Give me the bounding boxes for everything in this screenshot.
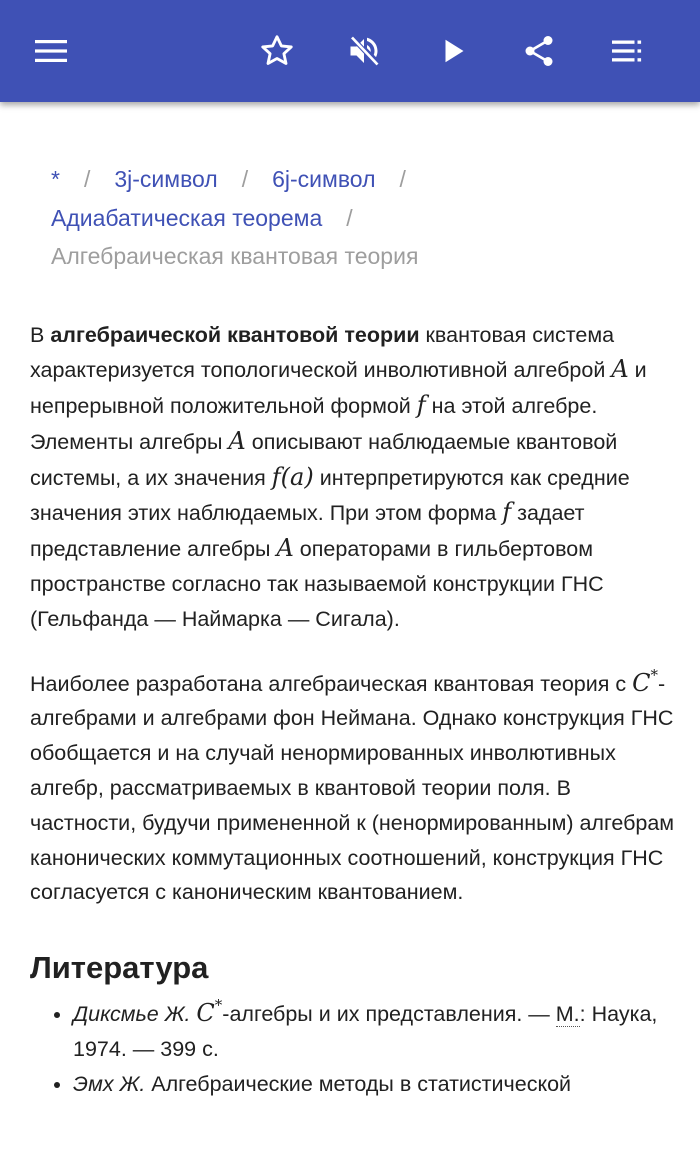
text: интерпретируются как средние значения этих наблюдаемых. При этом форма [30,465,630,526]
reference-item [73,1067,675,1102]
text: -алгебрами и алгебрами фон Неймана. Однако конструкция ГНС обобщается и на случай ненормированных инволютивных алгебр, рассматриваемых в квантовой теории поля. В частности, будучи примененной к (ненормированным) алгебрам канонических коммутационных соотношений, конструкция ГНС согласуется с каноническим квантованием. [30,671,675,905]
text: на этой алгебре. Элементы алгебры [30,394,598,454]
breadcrumb-item-root[interactable]: * [51,166,60,192]
paragraph-intro [30,318,675,637]
section-heading-literature: Литература [30,950,209,986]
math-f: f [416,391,426,420]
breadcrumb-separator: / [399,166,406,192]
reference-author: Диксмье Ж. [73,1002,191,1027]
text: В [30,322,51,347]
math-c-star [632,665,658,697]
text: операторами в гильбертовом пространстве согласно так называемой конструкции ГНС (Гельфанда — Наймарка — Сигала). [30,537,604,631]
city-abbreviation[interactable]: М. [555,1002,580,1027]
share-icon [521,33,557,69]
text: описывают наблюдаемые квантовой системы, а их значения [30,429,618,490]
math-star: * [650,665,658,684]
breadcrumb-item-3j-symbol[interactable]: 3j-символ [114,166,218,192]
bold-term: алгебраической квантовой теории [50,322,420,347]
reference-item [73,996,675,1067]
breadcrumb-separator: / [346,204,353,231]
share-button[interactable] [509,21,569,81]
breadcrumb-item-adiabatic-theorem[interactable]: Адиабатическая теорема [51,204,323,231]
menu-icon [33,33,69,69]
menu-button[interactable] [21,21,81,81]
favorite-button[interactable] [247,21,307,81]
play-icon [435,33,471,69]
list-icon [609,33,645,69]
text: Наиболее разработана алгебраическая квантовая теория с [30,671,633,696]
text: задает представление алгебры [30,501,585,562]
reference-list [30,996,675,1101]
math-f: f [502,498,512,527]
math-A: A [611,355,629,384]
breadcrumb-separator: / [83,166,91,192]
star-outline-icon [259,33,295,69]
math-f-of-a: f(a) [271,462,314,491]
reference-author: Эмх Ж. [73,1071,146,1096]
breadcrumb-separator: / [241,166,249,192]
breadcrumb-item-6j-symbol[interactable]: 6j-символ [272,166,376,192]
paragraph-development [30,666,675,911]
math-A: A [228,426,246,455]
math-c: C [196,999,215,1028]
math-A: A [276,534,294,563]
breadcrumb [30,160,675,276]
text: квантовая система характеризуется топологической инволютивной алгеброй [30,322,615,383]
toc-button[interactable] [597,21,657,81]
math-star: * [214,996,223,1015]
breadcrumb-current: Алгебраическая квантовая теория [51,243,419,269]
mute-button[interactable] [334,21,394,81]
article-content [30,160,675,1102]
text: : Наука, 1974. — 399 с. [73,1002,658,1062]
text: Алгебраические методы в статистической [145,1071,572,1096]
app-bar [0,0,700,102]
play-button[interactable] [423,21,483,81]
text: -алгебры и их представления. — [222,1002,556,1027]
volume-off-icon [346,33,382,69]
text: и непрерывной положительной формой [30,358,647,419]
math-c-star [196,996,223,1028]
math-c: C [632,668,651,697]
